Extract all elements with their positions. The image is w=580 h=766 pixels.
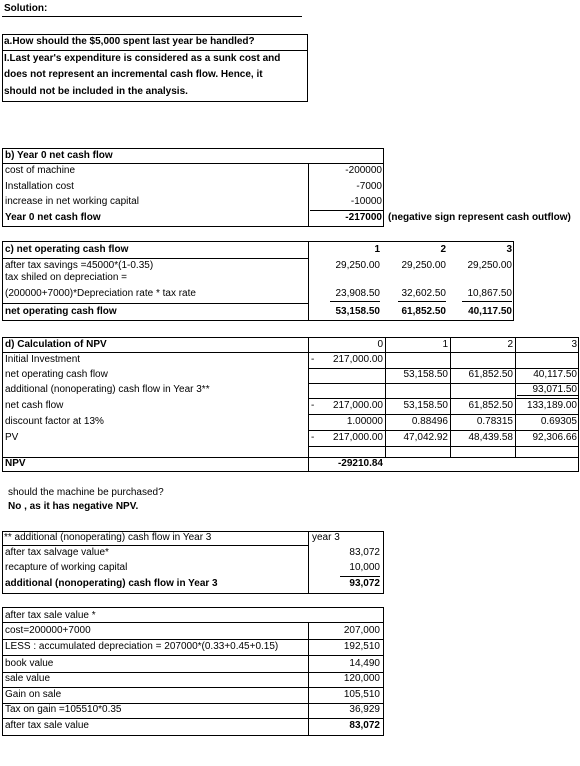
section-a-answer-line-3: should not be included in the analysis. — [4, 86, 188, 97]
section-d-title: d) Calculation of NPV — [5, 339, 107, 350]
section-c-row1-value: 29,250.00 — [467, 260, 512, 271]
section-c-row2-value: 32,602.50 — [401, 288, 446, 299]
section-d-npv-divider — [2, 457, 579, 458]
section-f-row-line — [2, 655, 384, 656]
section-d-row-label: net cash flow — [5, 400, 64, 411]
section-f-row-value: 36,929 — [349, 704, 380, 715]
section-d-cell: 1.00000 — [346, 416, 383, 427]
section-c-row2-label-a: tax shiled on depreciation = — [5, 272, 128, 283]
section-d-cell: 133,189.00 — [526, 400, 577, 411]
section-c-row2-value: 10,867.50 — [467, 288, 512, 299]
section-f-row-value: 105,510 — [343, 689, 380, 700]
section-f-row-value: 207,000 — [343, 625, 380, 636]
section-e-total-value: 93,072 — [349, 578, 380, 589]
section-e-total-label: additional (nonoperating) cash flow in Year 3 — [5, 578, 218, 589]
section-f-row-value: 120,000 — [343, 673, 380, 684]
section-f-row-label: LESS : accumulated depreciation = 207000*(0.33+0.45+0.15) — [5, 641, 279, 652]
section-c-row1-value: 29,250.00 — [335, 260, 380, 271]
section-c-title: c) net operating cash flow — [5, 244, 129, 255]
section-b-row-value: -200000 — [345, 165, 382, 176]
purchase-question: should the machine be purchased? — [8, 487, 164, 498]
section-f-row-label: after tax sale value — [5, 720, 89, 731]
section-f-title: after tax sale value * — [5, 610, 96, 621]
section-d-row-line — [308, 446, 579, 447]
section-e-row-value: 83,072 — [349, 547, 380, 558]
section-e-title: ** additional (nonoperating) cash flow in Year 3 — [4, 532, 212, 543]
section-d-row-label: Initial Investment — [5, 354, 81, 365]
section-b-col-divider — [308, 163, 309, 227]
section-d-cell: 53,158.50 — [403, 369, 448, 380]
section-f-row-label: cost=200000+7000 — [5, 625, 91, 636]
solution-underline — [2, 16, 302, 17]
section-b-row-label: Installation cost — [5, 181, 74, 192]
section-d-negative-sign: - — [311, 354, 315, 365]
section-b-row-value: -10000 — [350, 196, 382, 207]
section-c-year: 1 — [374, 244, 380, 255]
section-a-answer-line-1: I.Last year's expenditure is considered as a sunk cost and — [4, 53, 281, 64]
section-d-cell: 0.78315 — [476, 416, 513, 427]
section-b-row-label: cost of machine — [5, 165, 76, 176]
section-c-header-line — [308, 241, 514, 242]
section-d-cell: 92,306.66 — [532, 432, 577, 443]
section-d-cell: 48,439.58 — [468, 432, 513, 443]
section-f-row-value: 14,490 — [349, 658, 380, 669]
section-d-year: 2 — [507, 339, 513, 350]
section-d-cell: 217,000.00 — [332, 432, 383, 443]
section-e-row-value: 10,000 — [349, 562, 380, 573]
section-d-col-divider — [385, 337, 386, 457]
section-c-year: 3 — [506, 244, 512, 255]
section-d-npv-label: NPV — [5, 458, 26, 469]
section-d-cell: 217,000.00 — [332, 400, 383, 411]
section-f-row-value: 192,510 — [343, 641, 380, 652]
section-c-sum-line — [462, 301, 512, 302]
section-c-sum-line — [398, 301, 446, 302]
section-c-row1-label: after tax savings =45000*(1-0.35) — [5, 260, 154, 271]
section-c-sum-line — [330, 301, 380, 302]
section-d-cell: 0.88496 — [411, 416, 448, 427]
section-d-year: 3 — [571, 339, 577, 350]
section-b-total-value: -217000 — [345, 212, 382, 223]
section-b-note: (negative sign represent cash outflow) — [388, 212, 571, 223]
section-e-col-divider — [308, 531, 309, 594]
section-c-row2-value: 23,908.50 — [335, 288, 380, 299]
section-e-col-header: year 3 — [312, 532, 340, 543]
section-e-row-label: recapture of working capital — [5, 562, 128, 573]
section-d-row-label: net operating cash flow — [5, 369, 108, 380]
section-d-row-label: additional (nonoperating) cash flow in Year 3** — [5, 384, 210, 395]
section-a-answer-line-2: does not represent an incremental cash flow. Hence, it — [4, 69, 263, 80]
section-c-row1-value: 29,250.00 — [401, 260, 446, 271]
section-f-row-label: Gain on sale — [5, 689, 62, 700]
section-b-row-label: increase in net working capital — [5, 196, 139, 207]
section-d-row-label: discount factor at 13% — [5, 416, 104, 427]
section-d-cell: 217,000.00 — [332, 354, 383, 365]
section-d-cell: 53,158.50 — [403, 400, 448, 411]
section-d-row-label: PV — [5, 432, 19, 443]
section-e-row-label: after tax salvage value* — [5, 547, 109, 558]
solution-heading: Solution: — [4, 3, 48, 14]
section-d-divider — [2, 352, 579, 353]
section-d-cell: 40,117.50 — [533, 369, 577, 380]
section-f-row-label: Tax on gain =105510*0.35 — [5, 704, 122, 715]
section-d-cell: 93,071.50 — [532, 384, 577, 395]
section-f-row-label: sale value — [5, 673, 51, 684]
section-d-col-divider — [450, 337, 451, 457]
section-c-total-divider — [2, 303, 308, 304]
section-c-year: 2 — [440, 244, 446, 255]
section-c-total-value: 53,158.50 — [335, 306, 380, 317]
section-a-question: a.How should the $5,000 spent last year be handled? — [4, 36, 255, 47]
section-f-row-value: 83,072 — [349, 720, 380, 731]
section-b-row-value: -7000 — [356, 181, 382, 192]
section-d-col-divider — [515, 337, 516, 457]
section-d-cell: 0.69305 — [540, 416, 577, 427]
section-c-total-value: 40,117.50 — [468, 306, 512, 317]
section-b-title: b) Year 0 net cash flow — [5, 150, 113, 161]
section-b-total-label: Year 0 net cash flow — [5, 212, 101, 223]
section-c-row2-label-b: (200000+7000)*Depreciation rate * tax rate — [5, 288, 196, 299]
section-d-negative-sign: - — [311, 400, 315, 411]
section-d-negative-sign: - — [311, 432, 315, 443]
section-f-row-label: book value — [5, 658, 54, 669]
section-d-cell: 61,852.50 — [468, 400, 513, 411]
section-c-col-divider — [308, 241, 309, 321]
section-d-year: 1 — [442, 339, 448, 350]
section-d-npv-value: -29210.84 — [337, 458, 383, 469]
section-c-total-value: 61,852.50 — [401, 306, 446, 317]
section-d-cell: 61,852.50 — [468, 369, 513, 380]
purchase-answer: No , as it has negative NPV. — [8, 501, 139, 512]
section-a-divider — [2, 50, 308, 51]
section-d-year: 0 — [377, 339, 383, 350]
section-d-cell: 47,042.92 — [403, 432, 448, 443]
section-c-total-label: net operating cash flow — [5, 306, 117, 317]
section-d-col-divider — [308, 337, 309, 472]
